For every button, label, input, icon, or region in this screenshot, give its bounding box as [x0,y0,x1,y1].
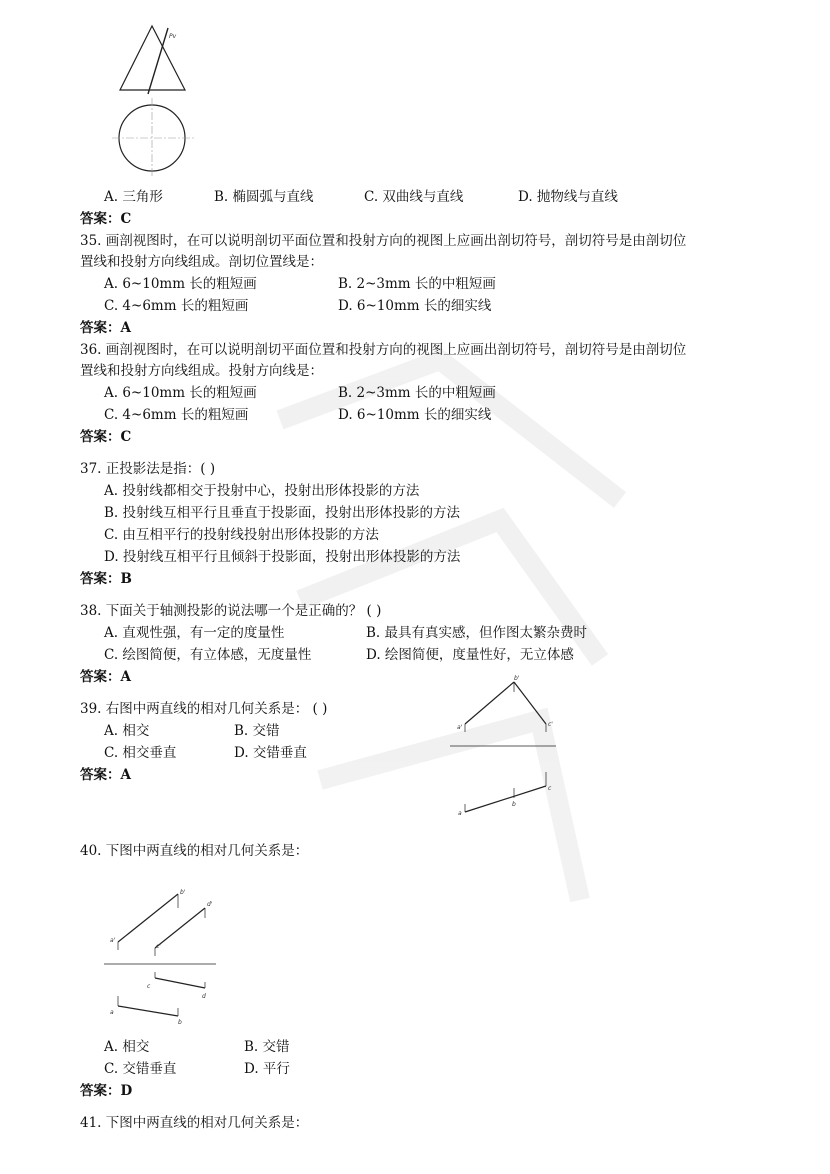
q37-option-b: B. 投射线互相平行且垂直于投影面，投射出形体投影的方法 [104,505,461,521]
q35-option-a: A. 6~10mm 长的粗短画 [104,276,257,292]
q39-figure [448,672,563,822]
q38-option-b: B. 最具有真实感，但作图太繁杂费时 [366,625,588,641]
q34-option-a: A. 三角形 [104,189,163,205]
q36-answer: 答案：C [80,429,132,445]
q37-question: 37. 正投影法是指：( ) [80,461,216,477]
q35-option-b: B. 2~3mm 长的中粗短画 [338,276,496,292]
label-a-prime: a' [457,724,463,731]
label-a: a [458,810,462,817]
q36-option-b: B. 2~3mm 长的中粗短画 [338,385,496,401]
label-c: c [147,983,151,990]
q39-option-a: A. 相交 [104,723,150,739]
q39-option-c: C. 相交垂直 [104,745,177,761]
q37-answer: 答案：B [80,571,132,587]
q39-answer: 答案：A [80,767,131,783]
q34-option-c: C. 双曲线与直线 [364,189,464,205]
q34-option-b: B. 椭圆弧与直线 [214,189,314,205]
q36-question-line2: 置线和投射方向线组成。投射方向线是： [80,363,323,379]
label-c: c [548,785,552,792]
line-ab-front [118,894,178,942]
q39-option-d: D. 交错垂直 [234,745,307,761]
q39-option-b: B. 交错 [234,723,280,739]
line-bc-front [514,682,546,724]
q41-question: 41. 下图中两直线的相对几何关系是： [80,1115,309,1131]
q35-answer: 答案：A [80,320,131,336]
q38-option-c: C. 绘图简便，有立体感，无度量性 [104,647,312,663]
q35-question-line2: 置线和投射方向线组成。剖切位置线是： [80,254,323,270]
q35-option-c: C. 4~6mm 长的粗短画 [104,298,249,314]
q40-question: 40. 下图中两直线的相对几何关系是： [80,843,309,859]
pv-label: Pv [169,33,177,40]
q38-option-a: A. 直观性强，有一定的度量性 [104,625,285,641]
label-b-prime: b' [514,675,520,682]
q38-question: 38. 下面关于轴测投影的说法哪一个是正确的？ ( ) [80,603,382,619]
q40-option-c: C. 交错垂直 [104,1061,177,1077]
label-d-prime: d' [207,901,213,908]
label-a: a [110,1009,114,1016]
q40-figure [102,882,222,1032]
q38-option-d: D. 绘图简便，度量性好，无立体感 [366,647,574,663]
q40-option-d: D. 平行 [244,1061,290,1077]
q36-option-c: C. 4~6mm 长的粗短画 [104,407,249,423]
label-b: b [512,801,516,808]
q34-answer: 答案：C [80,211,132,227]
q39-question: 39. 右图中两直线的相对几何关系是： ( ) [80,701,328,717]
line-ab-front [465,682,514,724]
label-c-prime: c' [156,943,161,950]
label-b-prime: b' [180,889,186,896]
q34-option-d: D. 抛物线与直线 [518,189,618,205]
q35-option-d: D. 6~10mm 长的细实线 [338,298,492,314]
line-cd-front [155,908,205,948]
q34-figure [110,20,210,180]
q37-option-c: C. 由互相平行的投射线投射出形体投影的方法 [104,527,379,543]
line-cd-top [155,978,205,988]
q40-option-a: A. 相交 [104,1039,150,1055]
line-abc-top [465,786,546,812]
label-a-prime: a' [110,937,116,944]
line-ab-top [118,1006,178,1016]
q35-question-line1: 35. 画剖视图时，在可以说明剖切平面位置和投射方向的视图上应画出剖切符号，剖切符号是由剖切位 [80,233,687,249]
label-d: d [202,993,206,1000]
q40-option-b: B. 交错 [244,1039,290,1055]
label-c-prime: c' [548,721,553,728]
q36-option-a: A. 6~10mm 长的粗短画 [104,385,257,401]
q36-option-d: D. 6~10mm 长的细实线 [338,407,492,423]
q36-question-line1: 36. 画剖视图时，在可以说明剖切平面位置和投射方向的视图上应画出剖切符号，剖切符号是由剖切位 [80,342,687,358]
q38-answer: 答案：A [80,669,131,685]
label-b: b [178,1019,182,1026]
q37-option-a: A. 投射线都相交于投射中心，投射出形体投影的方法 [104,483,420,499]
q40-answer: 答案：D [80,1083,133,1099]
q37-option-d: D. 投射线互相平行且倾斜于投影面，投射出形体投影的方法 [104,549,461,565]
